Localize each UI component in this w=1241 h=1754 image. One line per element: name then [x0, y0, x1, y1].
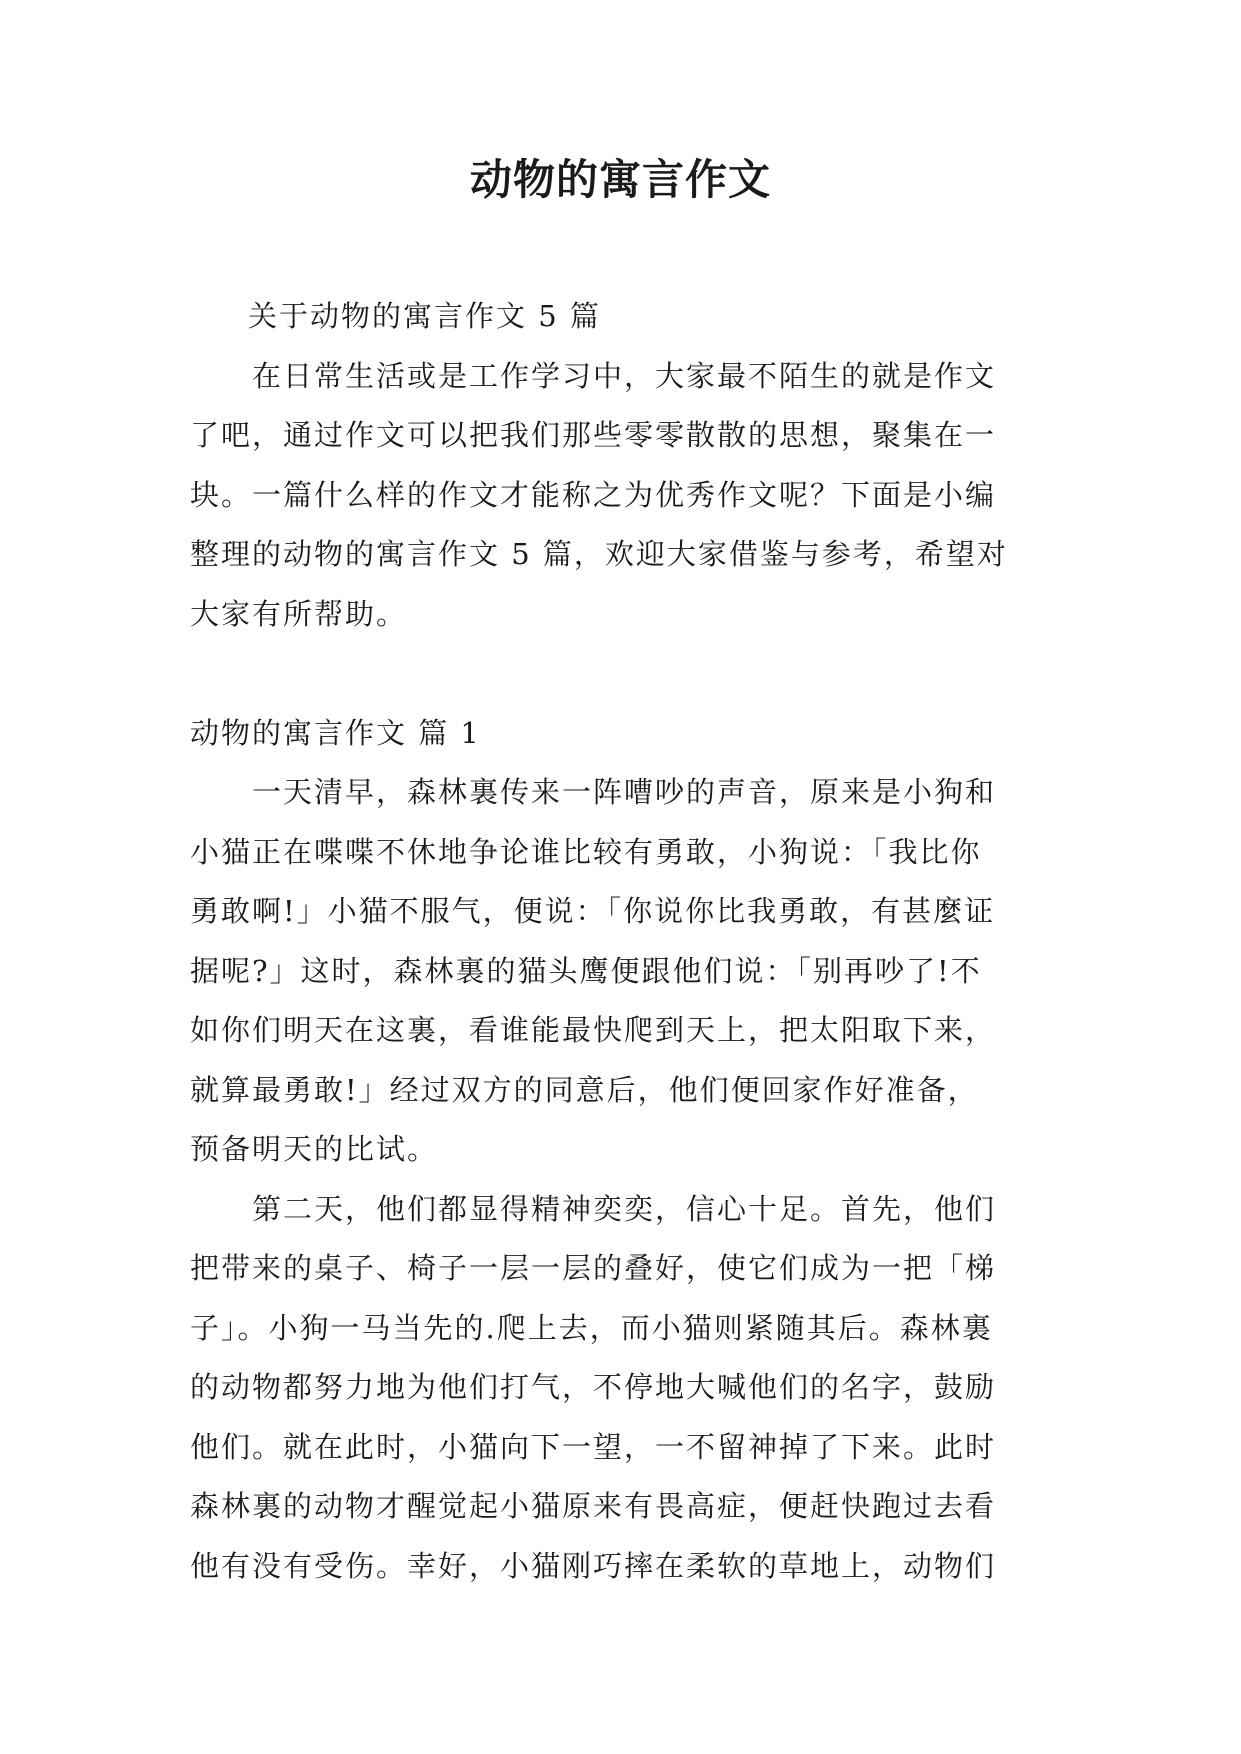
- paragraph-line: 勇敢啊!」小猫不服气，便说：「你说你比我勇敢，有甚麼证: [190, 894, 996, 928]
- intro-line: 整理的动物的寓言作文 5 篇，欢迎大家借鉴与参考，希望对: [190, 537, 1008, 571]
- paragraph-line: 一天清早，森林裏传来一阵嘈吵的声音，原来是小狗和: [252, 775, 997, 809]
- section1-paragraph-1: [190, 763, 1050, 1180]
- paragraph-line: 森林裏的动物才醒觉起小猫原来有畏高症，便赶快跑过去看: [190, 1489, 997, 1523]
- paragraph-line: 把带来的桌子、椅子一层一层的叠好，使它们成为一把「梯: [190, 1251, 997, 1285]
- paragraph-line: 第二天，他们都显得精神奕奕，信心十足。首先，他们: [252, 1191, 997, 1226]
- paragraph-line: 如你们明天在这裏，看谁能最快爬到天上，把太阳取下来，: [190, 1013, 997, 1047]
- document-title: 动物的寓言作文: [469, 155, 771, 204]
- paragraph-line: 小猫正在喋喋不休地争论谁比较有勇敢，小狗说：「我比你: [190, 834, 982, 869]
- intro-paragraph: [190, 347, 1050, 645]
- intro-line: 了吧，通过作文可以把我们那些零零散散的思想，聚集在一: [190, 418, 997, 452]
- section1-paragraph-2: [190, 1180, 1050, 1597]
- paragraph-line: 预备明天的比试。: [190, 1132, 439, 1166]
- intro-line: 块。一篇什么样的作文才能称之为优秀作文呢？下面是小编: [190, 477, 997, 512]
- paragraph-line: 他们。就在此时，小猫向下一望，一不留神掉了下来。此时: [190, 1429, 997, 1464]
- section-heading: 动物的寓言作文 篇 1: [190, 715, 481, 750]
- paragraph-line: 的动物都努力地为他们打气，不停地大喊他们的名字，鼓励: [190, 1370, 997, 1404]
- paragraph-line: 据呢?」这时，森林裏的猫头鹰便跟他们说：「别再吵了!不: [190, 953, 982, 988]
- document-body: [190, 287, 1050, 1596]
- paragraph-line: 他有没有受伤。幸好，小猫刚巧摔在柔软的草地上，动物们: [190, 1548, 997, 1583]
- paragraph-line: 子」。小狗一马当先的.爬上去，而小猫则紧随其后。森林裏: [190, 1310, 993, 1345]
- intro-line: 大家有所帮助。: [190, 596, 408, 631]
- intro-label: 关于动物的寓言作文 5 篇: [248, 299, 601, 333]
- paragraph-line: 就算最勇敢!」经过双方的同意后，他们便回家作好准备，: [190, 1072, 979, 1107]
- intro-line: 在日常生活或是工作学习中，大家最不陌生的就是作文: [252, 358, 997, 393]
